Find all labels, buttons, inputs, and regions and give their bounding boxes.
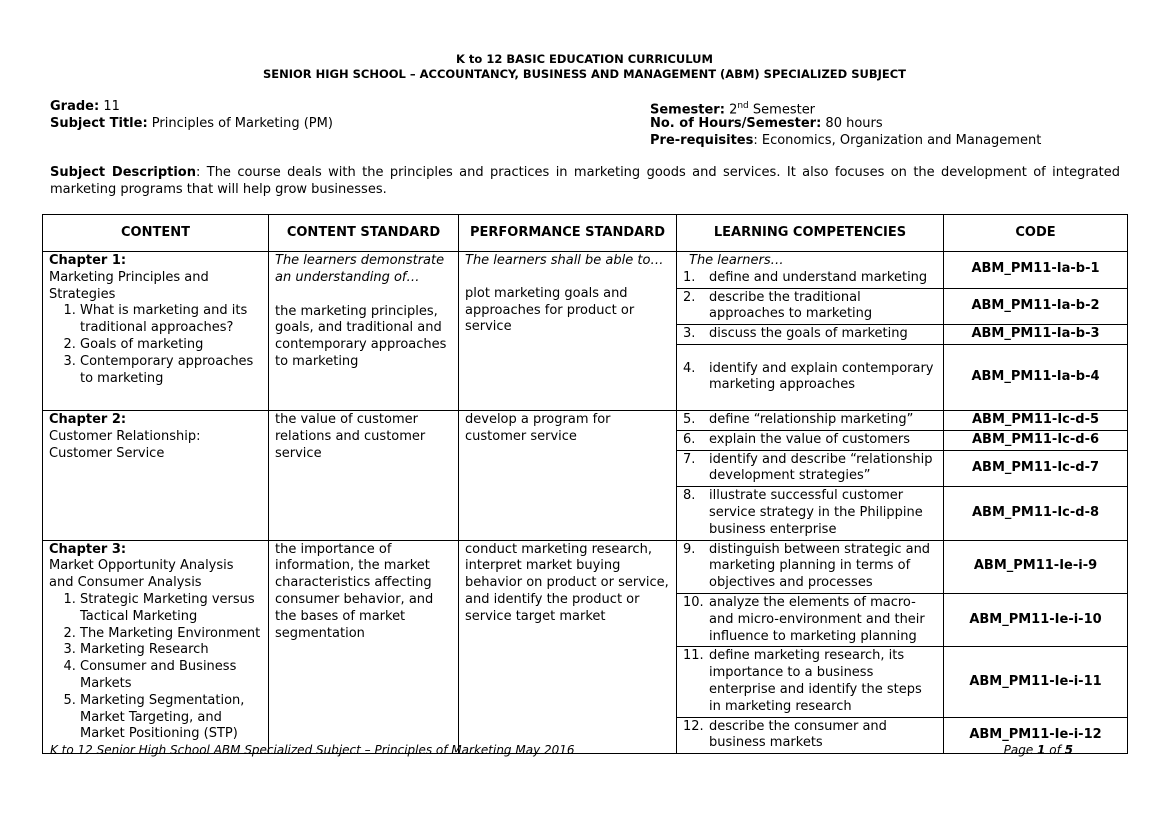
hours-line [650, 115, 883, 132]
competency-code: ABM_PM11-Ic-d-7 [944, 450, 1128, 487]
hours-value: 80 hours [825, 116, 883, 131]
semester-label: Semester: [650, 102, 725, 118]
chapter-3-topics [49, 592, 262, 743]
competency-cell [677, 252, 944, 289]
chapter-2-performance-standard: develop a program for customer service [459, 410, 677, 540]
table-header-row [43, 215, 1128, 252]
subject-description-text: : The course deals with the principles and practices in marketing goods and services. It also focuses on the development of integrated marketing programs that will help grow businesses. [50, 165, 1120, 197]
competency-number: 12. [683, 718, 704, 734]
chapter-1-performance-standard [459, 252, 677, 411]
curriculum-table [42, 214, 1128, 754]
competency-number: 1. [683, 269, 696, 285]
subject-description [50, 164, 1120, 198]
content-standard-text: the marketing principles, goals, and traditional and contemporary approaches to marketing [275, 303, 447, 369]
competency-text: identify and describe “relationship development strategies” [709, 451, 933, 484]
table-row [43, 252, 1128, 289]
chapter-3-content [43, 540, 269, 754]
col-header-code: CODE [944, 215, 1128, 252]
col-header-performance-standard: PERFORMANCE STANDARD [459, 215, 677, 252]
chapter-2-title: Chapter 2: [49, 411, 127, 427]
subject-title-label: Subject Title: [50, 116, 148, 131]
competency-code: ABM_PM11-Ia-b-4 [944, 344, 1128, 410]
competency-cell [677, 325, 944, 345]
page-total: 5 [1064, 743, 1073, 757]
subject-title-value: Principles of Marketing (PM) [151, 116, 333, 131]
table-row [43, 540, 1128, 593]
list-item: 2. The Marketing Environment [80, 626, 262, 643]
chapter-2-content [43, 410, 269, 540]
competency-number: 10. [683, 594, 704, 610]
chapter-3-title: Chapter 3: [49, 541, 127, 557]
competency-number: 8. [683, 488, 696, 504]
competency-cell [677, 487, 944, 540]
competency-code: ABM_PM11-Ie-i-11 [944, 647, 1128, 717]
competency-number: 6. [683, 431, 696, 447]
chapter-1-content-standard [269, 252, 459, 411]
competency-code: ABM_PM11-Ia-b-2 [944, 288, 1128, 325]
chapter-3-content-standard: the importance of information, the market characteristics affecting consumer behavior, and the bases of market segmentation [269, 540, 459, 754]
curriculum-title: K to 12 BASIC EDUCATION CURRICULUM [456, 52, 713, 66]
footer-document-title: K to 12 Senior High School ABM Specialized Subject – Principles of Marketing May 2016 [50, 743, 575, 757]
semester-word: Semester [752, 102, 816, 118]
footer-page-number [1004, 743, 1073, 757]
competency-text: describe the traditional approaches to marketing [709, 289, 873, 322]
competency-number: 2. [683, 289, 696, 305]
competency-number: 3. [683, 326, 696, 342]
competency-number: 7. [683, 451, 696, 467]
competency-text: define and understand marketing [709, 269, 928, 285]
competency-number: 5. [683, 411, 696, 427]
performance-standard-intro: The learners shall be able to… [465, 253, 664, 268]
col-header-content: CONTENT [43, 215, 269, 252]
competency-code: ABM_PM11-Ic-d-6 [944, 430, 1128, 450]
chapter-2-subtitle: Customer Relationship: Customer Service [49, 428, 201, 461]
grade-value: 11 [103, 99, 120, 114]
hours-label: No. of Hours/Semester: [650, 116, 822, 131]
prerequisites-value: : Economics, Organization and Management [753, 133, 1042, 148]
semester-suffix: nd [737, 101, 749, 111]
competency-code: ABM_PM11-Ic-d-5 [944, 410, 1128, 430]
grade-line [50, 98, 120, 115]
subject-description-label: Subject Description [50, 165, 196, 180]
table-row [43, 410, 1128, 430]
content-standard-intro: The learners demonstrate an understanding of… [275, 253, 445, 285]
competency-text: identify and explain contemporary marketing approaches [709, 360, 934, 393]
page-current: 1 [1037, 743, 1046, 757]
competency-cell [677, 593, 944, 646]
subject-title-line [50, 115, 333, 132]
grade-label: Grade: [50, 99, 100, 114]
competency-number: 4. [683, 360, 696, 376]
prerequisites-label: Pre-requisites [650, 133, 754, 148]
competency-text: discuss the goals of marketing [709, 326, 908, 342]
page-word: Page [1003, 743, 1034, 757]
competency-code: ABM_PM11-Ia-b-3 [944, 325, 1128, 345]
col-header-learning-competencies: LEARNING COMPETENCIES [677, 215, 944, 252]
list-item: 5. Marketing Segmentation, Market Targeting, and Market Positioning (STP) [80, 693, 262, 743]
competency-code: ABM_PM11-Ia-b-1 [944, 252, 1128, 289]
chapter-1-topics [49, 303, 262, 387]
performance-standard-text: plot marketing goals and approaches for product or service [465, 285, 635, 335]
chapter-1-title: Chapter 1: [49, 253, 127, 268]
list-item: 2. Goals of marketing [80, 337, 262, 354]
competency-cell [677, 647, 944, 717]
competency-number: 11. [683, 648, 704, 664]
list-item: 3. Contemporary approaches to marketing [80, 354, 262, 388]
competency-code: ABM_PM11-Ic-d-8 [944, 487, 1128, 540]
semester-number: 2 [729, 102, 738, 118]
col-header-content-standard: CONTENT STANDARD [269, 215, 459, 252]
competency-text: explain the value of customers [709, 431, 911, 447]
competency-cell [677, 410, 944, 430]
list-item: 1. Strategic Marketing versus Tactical Marketing [80, 592, 262, 626]
chapter-3-subtitle: Market Opportunity Analysis and Consumer Analysis [49, 558, 234, 591]
competency-text: describe the consumer and business markets [709, 718, 887, 751]
list-item: 1. What is marketing and its traditional approaches? [80, 303, 262, 337]
competency-text: define marketing research, its importance to a business enterprise and identify the steps in marketing research [709, 648, 922, 714]
of-word: of [1049, 743, 1061, 757]
competency-cell [677, 430, 944, 450]
prerequisites-line [650, 132, 1041, 149]
competency-cell [677, 450, 944, 487]
competency-text: distinguish between strategic and marketing planning in terms of objectives and processes [709, 541, 931, 591]
chapter-3-performance-standard: conduct marketing research, interpret market buying behavior on product or service, and identify the product or service target market [459, 540, 677, 754]
chapter-2-content-standard: the value of customer relations and customer service [269, 410, 459, 540]
competency-cell [677, 344, 944, 410]
competency-cell [677, 717, 944, 754]
competency-cell [677, 540, 944, 593]
list-item: 4. Consumer and Business Markets [80, 659, 262, 693]
competency-code: ABM_PM11-Ie-i-10 [944, 593, 1128, 646]
chapter-1-subtitle: Marketing Principles and Strategies [49, 269, 209, 302]
competency-cell [677, 288, 944, 325]
competency-code: ABM_PM11-Ie-i-12 [944, 717, 1128, 754]
competency-intro: The learners… [689, 253, 784, 268]
subject-track-title: SENIOR HIGH SCHOOL – ACCOUNTANCY, BUSINESS AND MANAGEMENT (ABM) SPECIALIZED SUBJECT [262, 67, 907, 81]
competency-text: analyze the elements of macro- and micro-environment and their influence to marketing planning [709, 594, 925, 644]
competency-number: 9. [683, 541, 696, 557]
chapter-1-content [43, 252, 269, 411]
list-item: 3. Marketing Research [80, 642, 262, 659]
competency-code: ABM_PM11-Ie-i-9 [944, 540, 1128, 593]
competency-text: define “relationship marketing” [709, 411, 914, 427]
competency-text: illustrate successful customer service strategy in the Philippine business enterprise [709, 488, 923, 537]
